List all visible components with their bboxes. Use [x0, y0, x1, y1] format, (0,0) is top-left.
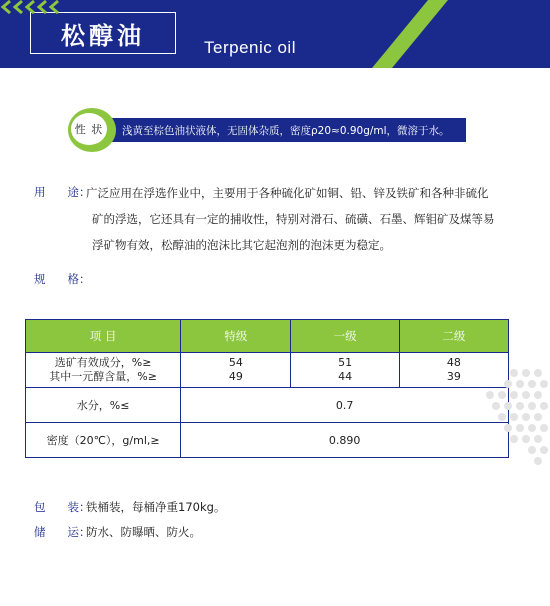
product-title-en: Terpenic oil	[204, 38, 296, 57]
product-title-cn: 松醇油	[30, 12, 176, 54]
table-cell-value: 0.7	[181, 388, 509, 423]
header-second-grade: 二级	[399, 320, 508, 353]
table-cell-item: 选矿有效成分，%≥ 其中一元醇含量，%≥	[26, 353, 181, 388]
usage-line: 广泛应用在浮选作业中，主要用于各种硫化矿如铜、铅、锌及铁矿和各种非硫化	[86, 186, 489, 200]
table-cell-item: 水分，%≤	[26, 388, 181, 423]
properties-section	[68, 108, 468, 154]
table-cell-second: 48 39	[399, 353, 508, 388]
table-cell-item: 密度（20℃），g/ml,≥	[26, 423, 181, 458]
storage-text: 防水、防曝晒、防火。	[86, 525, 201, 539]
properties-badge	[68, 108, 116, 152]
header-item: 项 目	[26, 320, 181, 353]
spec-table	[25, 319, 509, 458]
table-header-row	[26, 320, 509, 353]
table-cell-value: 0.890	[181, 423, 509, 458]
packaging-label: 包 装：	[34, 500, 91, 514]
packaging-text: 铁桶装，每桶净重170kg。	[86, 500, 226, 514]
header-first-grade: 一级	[291, 320, 399, 353]
table-row	[26, 423, 509, 458]
storage-label: 储 运：	[34, 525, 91, 539]
table-cell-first: 51 44	[291, 353, 399, 388]
header-special-grade: 特级	[181, 320, 291, 353]
table-cell-special: 54 49	[181, 353, 291, 388]
usage-label: 用 途：	[34, 185, 91, 199]
usage-line: 浮矿物有效，松醇油的泡沫比其它起泡剂的泡沫更为稳定。	[92, 238, 391, 252]
usage-line: 矿的浮选，它还具有一定的捕收性，特别对滑石、硫磺、石墨、辉钼矿及煤等易	[92, 212, 495, 226]
table-row	[26, 353, 509, 388]
header-banner	[0, 0, 550, 68]
chevrons-icon	[0, 0, 64, 14]
table-row	[26, 388, 509, 423]
decorative-dots	[480, 365, 550, 475]
spec-label: 规 格：	[34, 272, 91, 286]
usage-text	[86, 180, 496, 258]
properties-text: 浅黄至棕色油状液体，无固体杂质，密度ρ20≈0.90g/ml，微溶于水。	[92, 118, 466, 142]
properties-label: 性 状	[71, 113, 107, 145]
